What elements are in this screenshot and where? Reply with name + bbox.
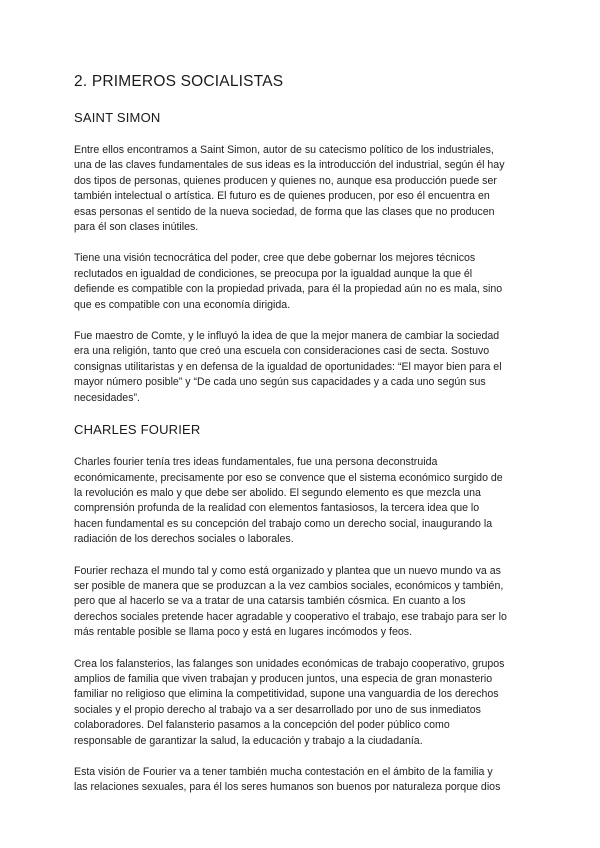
- section-saint-simon: [74, 110, 534, 406]
- paragraph: Esta visión de Fourier va a tener también mucha contestación en el ámbito de la familia y las relaciones sexuales, para él los seres humanos son buenos por naturaleza porque dios: [74, 766, 501, 794]
- section-heading: SAINT SIMON: [74, 110, 161, 125]
- paragraph: Entre ellos encontramos a Saint Simon, autor de su catecismo político de los industriales, una de las claves fundamentales de sus ideas es la introducción del industrial, según él hay dos tipos de personas, quienes producen y quienes no, aunque esa producción puede ser también intelectual o artística. El futuro es de quienes producen, por eso él encuentra en esas personas el sentido de la nueva sociedad, de forma que las clases que no producen para él son clases inútiles.: [74, 144, 505, 234]
- page-title: 2. PRIMEROS SOCIALISTAS: [74, 73, 284, 90]
- paragraph: Fourier rechaza el mundo tal y como está organizado y plantea que un nuevo mundo va as ser posible de manera que se produzcan a la vez cambios sociales, económicos y también, pero que al hacerlo se va a tratar de una catarsis también cósmica. En cuanto a los derechos sociales pretende hacer agradable y cooperativo el trabajo, ese trabajo para ser lo más rentable posible se llama poco y está en lugares incómodos y feos.: [74, 564, 507, 639]
- section-charles-fourier: [74, 422, 534, 796]
- paragraph: Crea los falansterios, las falanges son unidades económicas de trabajo cooperativo, grupos amplios de familia que viven trabajan y producen juntos, una especia de gran monasterio familiar no religioso que elimina la competitividad, supone una vanguardia de los derechos sociales y el propio derecho al trabajo va a ser desarrollado por uno de sus inmediatos colaboradores. Del falansterio pasamos a la concepción del poder público como responsable de garantizar la salud, la educación y trabajo a la ciudadanía.: [74, 657, 505, 747]
- section-heading: CHARLES FOURIER: [74, 422, 201, 438]
- paragraph: Charles fourier tenía tres ideas fundamentales, fue una persona deconstruida económicamente, precisamente por eso se convence que el sistema económico surgido de la revolución es malo y que debe ser abolido. El segundo elemento es que mezcla una comprensión profunda de la realidad con elementos fantasiosos, la tercera idea que lo hacen fundamental es su concepción del trabajo como un derecho social, inaugurando la radiación de los derechos sociales o laborales.: [74, 456, 503, 546]
- page-content: [74, 72, 534, 812]
- paragraph: Fue maestro de Comte, y le influyó la idea de que la mejor manera de cambiar la sociedad era una religión, tanto que creó una escuela con consideraciones casi de secta. Sostuvo consignas utilitaristas y en defensa de la igualdad de oportunidades: “El mayor bien para el mayor número posible” y “De cada uno según sus capacidades y a cada uno según sus necesidades”.: [74, 330, 502, 404]
- paragraph: Tiene una visión tecnocrática del poder, cree que debe gobernar los mejores técnicos reclutados en igualdad de condiciones, se preocupa por la igualdad aunque la que él defiende es compatible con la propiedad privada, para él la propiedad aún no es mala, sino que es compatible con una economía dirigida.: [74, 252, 503, 311]
